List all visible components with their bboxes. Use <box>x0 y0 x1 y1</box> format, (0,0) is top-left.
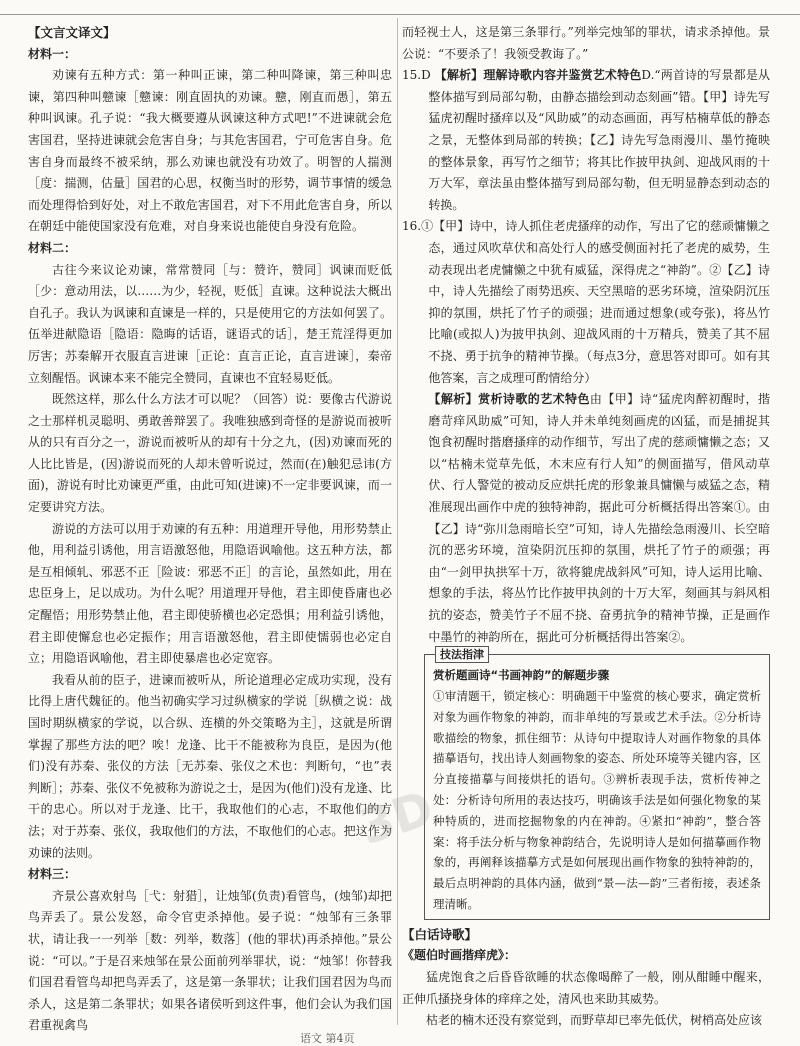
question-16-analysis-text: 由【甲】诗“猛虎肉醉初醒时，揩磨苛痒风助威”可知，诗人并未单纯刻画虎的凶猛，而是捕捉其饱食初醒时揩磨搔痒的动作细节，写出了虎的慈顽慵懒之态；又以“枯楠未觉草先低，木末应有行人知”的侧面描写，借风动草伏、行人警觉的被动反应烘托虎的形象兼具慵懒与威猛之态，精准展现出画作中虎的独特神韵，据此可分析概括得出答案①。由【乙】诗“弥川急雨暗长空”可知，诗人先描绘急雨漫川、长空暗沉的恶劣环境，渲染阴沉压抑的氛围，烘托了竹子的顽强；再由“一剑甲执拱军十万，欲将貔虎战斜风”可知，诗人运用比喻、想象的手法，将丛竹比作披甲执剑的十万大军，刻画其与斜风相抗的姿态，赞美竹子不屈不挠、奋勇抗争的精神节操，正是画作中墨竹的神韵所在，据此可分析概括得出答案②。 <box>428 392 770 644</box>
column-divider <box>397 18 398 1025</box>
technique-tip-subtitle: 赏析题画诗“书画神韵”的解题步骤 <box>433 668 610 683</box>
material-two-para-2: 既然这样，那么什么方法才可以呢？（回答）说：要像古代游说之士那样机灵聪明、勇敢善辩罢了。我唯独感到奇怪的是游说而被听从的只有百分之一，游说而被听从的却有十分之九，(因)劝谏而死的人比比皆是，(因)游说而死的人却未曾听说过，然而(在)触犯忌讳(方面)，游说有时比劝谏更严重，由此可知(进谏)不一定非要讽谏，而一定要讲究方法。 <box>28 392 392 515</box>
material-two-para-1: 古往今来议论劝谏，常常赞同［与：赞许，赞同］讽谏而贬低［少：意动用法，以……为少，轻视，贬低］直谏。这种说法大概出自孔子。我认为讽谏和直谏是一样的，只是使用它的方法如何罢了。伍举进献隐语［隐语：隐晦的话语，谜语式的话］，楚王荒淫得更加厉害；苏秦解开衣服直言进谏［正论：直言正论，直言进谏］，秦帝立刻醒悟。讽谏本来不能完全赞同，直谏也不宜轻易贬低。 <box>28 262 392 385</box>
technique-tip-label: 技法指津 <box>435 646 489 663</box>
material-one-text: 劝谏有五种方式：第一种叫正谏，第二种叫降谏，第三种叫忠谏，第四种叫戆谏［戆谏：刚直固执的劝谏。戆，刚直而愚］，第五种叫讽谏。孔子说：“我大概要遵从讽谏这种方式吧!”不进谏就会危害国君，坚持进谏就会危害自身；与其危害国君，宁可危害自身。危害自身而最终不被采纳，那么劝谏也就没有功效了。明智的人揣测［度：揣测，估量］国君的心思，权衡当时的形势，调节事情的缓急而处理得恰到好处，对上不敢危害国君，对下不用此危害自身，所以在朝廷中能使国家没有危难，对自身来说也能使自身没有危险。 <box>28 68 392 234</box>
technique-tip-box <box>424 648 770 920</box>
question-15-analysis: D.“两首诗的写景都是从整体描写到局部勾勒，由静态描绘到动态刻画”错。【甲】诗先写猛虎初醒时搔痒以及“风助威”的动态画面，再写枯楠草低的静态之景，无整体到局部的转换；【乙】诗先写急雨漫川、墨竹掩映的整体景象，再写竹之细节；将其比作披甲执剑、迎战风雨的十万大军，章法虽由整体描写到局部勾勒，但无明显静态到动态的转换。 <box>428 68 770 212</box>
material-three-continued: 而轻视士人，这是第三条罪行。”列举完烛邹的罪状，请求杀掉他。景公说：“不要杀了！我领受教诲了。” <box>402 25 770 61</box>
watermark: 3D <box>353 780 441 856</box>
question-16-analysis-tag: 【解析】赏析诗歌的艺术特色 <box>428 392 590 407</box>
poem-translation-2: 枯老的楠木还没有察觉到，而野草却已率先低伏，树梢高处应该 <box>426 1013 763 1028</box>
section-title-translation: 【文言文译文】 <box>28 25 116 40</box>
material-two-para-3: 游说的方法可以用于劝谏的有五种：用道理开导他，用形势禁止他，用利益引诱他，用言语激怒他，用隐语讽喻他。这五种方法，都是互相倾轧、邪恶不正［险诐：邪恶不正］的言论，虽然如此，用在忠臣身上，足以成功。为什么呢？用道理开导他，君主即使昏庸也必定醒悟；用形势禁止他，君主即使骄横也必定恐惧；用利益引诱他，君主即使懈怠也必定振作；用言语激怒他，君主即使懦弱也必定自立；用隐语讽喻他，君主即使暴虐也必定宽容。 <box>28 521 392 666</box>
question-15-number: 15. <box>402 68 422 83</box>
poem-title: 《题伯时画揩痒虎》： <box>402 948 517 963</box>
question-15-analysis-tag: 【解析】理解诗歌内容并鉴赏艺术特色 <box>434 68 642 83</box>
poem-translation-1: 猛虎饱食之后昏昏欲睡的状态像喝醉了一般，刚从酣睡中醒来，正伸爪搔挠身体的痒痒之处，清风也来助其威势。 <box>402 969 770 1006</box>
material-two-para-4: 我看从前的臣子，进谏而被听从，所论道理必定成功实现，没有比得上唐代魏征的。他当初确实学习过纵横家的学说［纵横之说：战国时期纵横家的学说，以合纵、连横的外交策略为主］，这就是所谓掌握了那些方法的吧？唉！龙逢、比干不能被称为良臣，是因为(他们)没有苏秦、张仪的方法［无苏秦、张仪之术也：判断句，“也”表判断］；苏秦、张仪不免被称为游说之士，是因为(他们)没有龙逢、比干的忠心。所以对于龙逢、比干，我取他们的心志，不取他们的方法；对于苏秦、张仪，我取他们的方法，不取他们的心志。把这作为劝谏的法则。 <box>28 672 392 860</box>
question-15-choice: D <box>421 68 431 83</box>
question-16-analysis <box>402 389 770 648</box>
material-one-title: 材料一： <box>28 46 77 61</box>
question-16-answer-text: ①【甲】诗中，诗人抓住老虎搔痒的动作，写出了它的慈顽慵懒之态，通过风吹草伏和高处行人的感受侧面衬托了老虎的威势，生动表现出老虎慵懒之中犹有威猛，深得虎之“神韵”。②【乙】诗中，诗人先描绘了雨势迅疾、天空黑暗的恶劣环境，渲染阴沉压抑的氛围，烘托了竹子的顽强；进而通过想象(或夸张)，将丛竹比喻(或拟人)为披甲执剑、迎战风雨的十万精兵，赞美了其不屈不挠、勇于抗争的精神节操。（每点3分，意思答对即可。如有其他答案，言之成理可酌情给分） <box>421 219 770 385</box>
right-column <box>402 22 770 1032</box>
section-title-vernacular-poem: 【白话诗歌】 <box>402 926 478 942</box>
left-column <box>28 22 392 1037</box>
header-rule <box>0 14 800 15</box>
material-three-title: 材料三： <box>28 867 77 882</box>
page-footer: 语文 第4页 <box>300 1032 355 1045</box>
question-16-number: 16. <box>402 219 422 234</box>
material-three-text: 齐景公喜欢射鸟［弋：射猎］，让烛邹(负责)看管鸟，(烛邹)却把鸟弄丢了。景公发怒，命令官吏杀掉他。晏子说：“烛邹有三条罪状，请让我一一列举［数：列举，数落］(他的罪状)再杀掉他。”景公说：“可以。”于是召来烛邹在景公面前列举罪状，说：“烛邹！你替我们国君看管鸟却把鸟弄丢了，这是第一条罪状；让我们国君因为鸟而杀人，这是第二条罪状；如果各诸侯听到这件事，他们会认为我们国君重视禽鸟 <box>28 888 392 1033</box>
question-15-answer <box>402 65 770 216</box>
technique-tip-text: ①审清题干，锁定核心：明确题干中鉴赏的核心要求，确定赏析对象为画作物象的神韵，而非单纯的写景或艺术手法。②分析诗歌描绘的物象，抓住细节：从诗句中提取诗人对画作物象的具体描摹语句，找出诗人刻画物象的姿态、所处环境等关键内容，区分直接描摹与间接烘托的语句。③辨析表现手法，赏析传神之处：分析诗句所用的表达技巧，明确该手法是如何强化物象的某种特质的，进而挖掘物象的内在神韵。④紧扣“神韵”，整合答案：将手法分析与物象神韵结合，先说明诗人是如何描摹画作物象的，再阐释该描摹方式是如何展现出画作物象的独特神韵的，最后点明神韵的具体内涵，做到“景—法—韵”三者衔接，表述条理清晰。 <box>433 689 761 911</box>
question-16-answer <box>402 216 770 389</box>
material-two-title: 材料二： <box>28 240 77 255</box>
